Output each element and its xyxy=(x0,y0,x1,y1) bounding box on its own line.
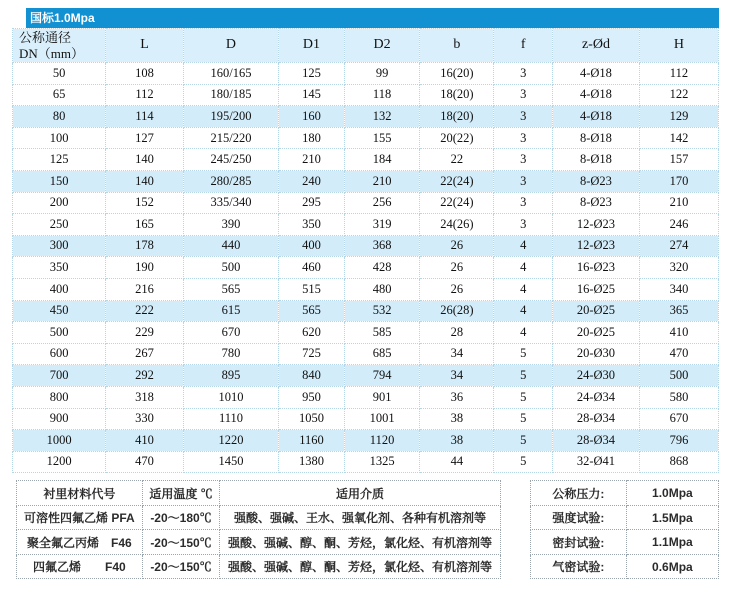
table-cell: 4 xyxy=(494,257,553,279)
pressure-value: 0.6Mpa xyxy=(626,554,718,579)
table-cell: 868 xyxy=(639,451,718,473)
table-cell: 12-Ø23 xyxy=(553,214,640,236)
table-cell: 16(20) xyxy=(420,63,494,85)
table-cell: 780 xyxy=(183,343,278,365)
pressure-table-body xyxy=(530,481,718,579)
column-header: b xyxy=(420,29,494,63)
table-cell: 26 xyxy=(420,278,494,300)
spec-table-header-row xyxy=(13,29,719,63)
table-cell: 250 xyxy=(13,214,106,236)
table-cell: 210 xyxy=(279,149,345,171)
table-cell: 125 xyxy=(13,149,106,171)
material-cell: 可溶性四氟乙烯 PFA xyxy=(17,505,143,530)
table-cell: 3 xyxy=(494,170,553,192)
material-row xyxy=(17,554,501,579)
table-cell: 1000 xyxy=(13,430,106,452)
table-cell: 8-Ø23 xyxy=(553,192,640,214)
table-cell: 3 xyxy=(494,192,553,214)
table-cell: 28 xyxy=(420,322,494,344)
material-cell: -20～150℃ xyxy=(142,530,219,555)
table-cell: 1010 xyxy=(183,386,278,408)
table-cell: 170 xyxy=(639,170,718,192)
table-cell: 1050 xyxy=(279,408,345,430)
pressure-row xyxy=(530,505,718,530)
table-row xyxy=(13,192,719,214)
table-cell: 1450 xyxy=(183,451,278,473)
column-header: D2 xyxy=(344,29,420,63)
material-column-header: 衬里材料代号 xyxy=(17,481,143,506)
table-cell: 18(20) xyxy=(420,106,494,128)
table-cell: 335/340 xyxy=(183,192,278,214)
material-table-header-row xyxy=(17,481,501,506)
table-cell: 4 xyxy=(494,300,553,322)
table-cell: 460 xyxy=(279,257,345,279)
table-cell: 165 xyxy=(106,214,184,236)
table-cell: 8-Ø18 xyxy=(553,127,640,149)
table-cell: 20-Ø25 xyxy=(553,322,640,344)
table-cell: 700 xyxy=(13,365,106,387)
pressure-value: 1.1Mpa xyxy=(626,530,718,555)
table-cell: 670 xyxy=(183,322,278,344)
table-cell: 840 xyxy=(279,365,345,387)
table-cell: 428 xyxy=(344,257,420,279)
table-cell: 28-Ø34 xyxy=(553,430,640,452)
table-cell: 157 xyxy=(639,149,718,171)
table-cell: 256 xyxy=(344,192,420,214)
table-cell: 150 xyxy=(13,170,106,192)
table-cell: 122 xyxy=(639,84,718,106)
column-header: D xyxy=(183,29,278,63)
table-cell: 180 xyxy=(279,127,345,149)
table-cell: 160/165 xyxy=(183,63,278,85)
table-cell: 600 xyxy=(13,343,106,365)
table-cell: 65 xyxy=(13,84,106,106)
pressure-row xyxy=(530,530,718,555)
table-cell: 140 xyxy=(106,170,184,192)
table-row xyxy=(13,84,719,106)
material-column-header: 适用温度 ℃ xyxy=(142,481,219,506)
table-cell: 100 xyxy=(13,127,106,149)
table-cell: 222 xyxy=(106,300,184,322)
pressure-label: 强度试验: xyxy=(530,505,626,530)
pressure-value: 1.0Mpa xyxy=(626,481,718,506)
table-cell: 5 xyxy=(494,365,553,387)
table-cell: 24-Ø30 xyxy=(553,365,640,387)
table-cell: 685 xyxy=(344,343,420,365)
table-cell: 3 xyxy=(494,63,553,85)
table-cell: 4 xyxy=(494,235,553,257)
table-cell: 292 xyxy=(106,365,184,387)
table-cell: 4 xyxy=(494,322,553,344)
table-cell: 400 xyxy=(13,278,106,300)
table-cell: 112 xyxy=(639,63,718,85)
table-cell: 16-Ø23 xyxy=(553,257,640,279)
table-row xyxy=(13,235,719,257)
table-cell: 160 xyxy=(279,106,345,128)
table-cell: 16-Ø25 xyxy=(553,278,640,300)
table-cell: 330 xyxy=(106,408,184,430)
material-cell: 聚全氟乙丙烯 F46 xyxy=(17,530,143,555)
table-row xyxy=(13,451,719,473)
table-cell: 127 xyxy=(106,127,184,149)
table-cell: 318 xyxy=(106,386,184,408)
table-cell: 532 xyxy=(344,300,420,322)
table-cell: 295 xyxy=(279,192,345,214)
column-header: H xyxy=(639,29,718,63)
dn-header-line2: DN（mm） xyxy=(19,45,85,61)
table-cell: 500 xyxy=(13,322,106,344)
table-cell: 152 xyxy=(106,192,184,214)
pressure-table xyxy=(530,480,719,579)
column-header: f xyxy=(494,29,553,63)
table-cell: 4 xyxy=(494,278,553,300)
material-row xyxy=(17,530,501,555)
table-cell: 4-Ø18 xyxy=(553,106,640,128)
table-cell: 620 xyxy=(279,322,345,344)
table-cell: 22(24) xyxy=(420,192,494,214)
table-cell: 155 xyxy=(344,127,420,149)
table-cell: 18(20) xyxy=(420,84,494,106)
table-cell: 180/185 xyxy=(183,84,278,106)
table-cell: 796 xyxy=(639,430,718,452)
column-header: z-Ød xyxy=(553,29,640,63)
table-cell: 1220 xyxy=(183,430,278,452)
table-cell: 900 xyxy=(13,408,106,430)
table-cell: 26(28) xyxy=(420,300,494,322)
table-cell: 1120 xyxy=(344,430,420,452)
material-table-body xyxy=(17,505,501,579)
table-cell: 390 xyxy=(183,214,278,236)
table-cell: 340 xyxy=(639,278,718,300)
table-cell: 274 xyxy=(639,235,718,257)
title-bar-label: 国标1.0Mpa xyxy=(30,11,95,25)
table-cell: 8-Ø18 xyxy=(553,149,640,171)
material-column-header: 适用介质 xyxy=(220,481,501,506)
table-cell: 142 xyxy=(639,127,718,149)
table-cell: 470 xyxy=(639,343,718,365)
material-table xyxy=(16,480,501,579)
table-cell: 410 xyxy=(106,430,184,452)
table-cell: 140 xyxy=(106,149,184,171)
table-cell: 5 xyxy=(494,430,553,452)
pressure-row xyxy=(530,554,718,579)
pressure-value: 1.5Mpa xyxy=(626,505,718,530)
table-cell: 480 xyxy=(344,278,420,300)
table-cell: 1001 xyxy=(344,408,420,430)
table-cell: 585 xyxy=(344,322,420,344)
material-cell: -20～180℃ xyxy=(142,505,219,530)
table-cell: 725 xyxy=(279,343,345,365)
table-row xyxy=(13,257,719,279)
table-cell: 615 xyxy=(183,300,278,322)
table-cell: 450 xyxy=(13,300,106,322)
table-cell: 3 xyxy=(494,127,553,149)
table-row xyxy=(13,63,719,85)
table-cell: 901 xyxy=(344,386,420,408)
title-bar xyxy=(26,8,719,28)
table-cell: 118 xyxy=(344,84,420,106)
table-cell: 1110 xyxy=(183,408,278,430)
table-row xyxy=(13,127,719,149)
table-cell: 20-Ø25 xyxy=(553,300,640,322)
pressure-label: 密封试验: xyxy=(530,530,626,555)
table-cell: 5 xyxy=(494,451,553,473)
table-cell: 22(24) xyxy=(420,170,494,192)
table-cell: 3 xyxy=(494,149,553,171)
table-cell: 178 xyxy=(106,235,184,257)
table-row xyxy=(13,430,719,452)
table-cell: 320 xyxy=(639,257,718,279)
table-cell: 114 xyxy=(106,106,184,128)
table-cell: 32-Ø41 xyxy=(553,451,640,473)
material-cell: 强酸、强碱、王水、强氧化剂、各种有机溶剂等 xyxy=(220,505,501,530)
table-cell: 267 xyxy=(106,343,184,365)
table-cell: 400 xyxy=(279,235,345,257)
table-cell: 229 xyxy=(106,322,184,344)
table-cell: 99 xyxy=(344,63,420,85)
table-cell: 26 xyxy=(420,257,494,279)
table-cell: 50 xyxy=(13,63,106,85)
material-cell: 强酸、强碱、醇、酮、芳烃，氯化烃、有机溶剂等 xyxy=(220,530,501,555)
table-cell: 350 xyxy=(279,214,345,236)
table-cell: 12-Ø23 xyxy=(553,235,640,257)
table-cell: 34 xyxy=(420,343,494,365)
column-header-dn xyxy=(13,29,106,63)
table-cell: 245/250 xyxy=(183,149,278,171)
spec-table xyxy=(12,28,719,473)
table-cell: 24(26) xyxy=(420,214,494,236)
table-cell: 565 xyxy=(183,278,278,300)
bottom-section xyxy=(16,480,719,579)
table-row xyxy=(13,408,719,430)
table-cell: 108 xyxy=(106,63,184,85)
table-cell: 20(22) xyxy=(420,127,494,149)
table-cell: 368 xyxy=(344,235,420,257)
dn-header-line1: 公称通径 xyxy=(19,29,72,45)
table-cell: 1380 xyxy=(279,451,345,473)
table-cell: 280/285 xyxy=(183,170,278,192)
table-cell: 319 xyxy=(344,214,420,236)
table-cell: 5 xyxy=(494,386,553,408)
table-cell: 1160 xyxy=(279,430,345,452)
table-cell: 365 xyxy=(639,300,718,322)
table-row xyxy=(13,343,719,365)
table-cell: 470 xyxy=(106,451,184,473)
table-cell: 350 xyxy=(13,257,106,279)
table-row xyxy=(13,214,719,236)
table-cell: 240 xyxy=(279,170,345,192)
table-cell: 24-Ø34 xyxy=(553,386,640,408)
table-cell: 580 xyxy=(639,386,718,408)
table-cell: 190 xyxy=(106,257,184,279)
table-cell: 8-Ø23 xyxy=(553,170,640,192)
material-row xyxy=(17,505,501,530)
table-cell: 184 xyxy=(344,149,420,171)
table-cell: 5 xyxy=(494,343,553,365)
table-cell: 26 xyxy=(420,235,494,257)
table-row xyxy=(13,149,719,171)
table-cell: 4-Ø18 xyxy=(553,63,640,85)
table-cell: 20-Ø30 xyxy=(553,343,640,365)
material-cell: -20～150℃ xyxy=(142,554,219,579)
table-cell: 3 xyxy=(494,214,553,236)
table-cell: 3 xyxy=(494,106,553,128)
column-header: D1 xyxy=(279,29,345,63)
table-cell: 210 xyxy=(344,170,420,192)
table-cell: 1200 xyxy=(13,451,106,473)
table-cell: 216 xyxy=(106,278,184,300)
table-cell: 38 xyxy=(420,430,494,452)
table-cell: 22 xyxy=(420,149,494,171)
table-cell: 132 xyxy=(344,106,420,128)
column-header: L xyxy=(106,29,184,63)
table-cell: 28-Ø34 xyxy=(553,408,640,430)
table-cell: 34 xyxy=(420,365,494,387)
table-cell: 215/220 xyxy=(183,127,278,149)
table-row xyxy=(13,106,719,128)
table-cell: 3 xyxy=(494,84,553,106)
table-cell: 195/200 xyxy=(183,106,278,128)
table-cell: 500 xyxy=(183,257,278,279)
material-cell: 四氟乙烯 F40 xyxy=(17,554,143,579)
table-cell: 4-Ø18 xyxy=(553,84,640,106)
table-cell: 125 xyxy=(279,63,345,85)
spec-sheet xyxy=(12,8,719,579)
table-cell: 112 xyxy=(106,84,184,106)
table-row xyxy=(13,386,719,408)
table-cell: 44 xyxy=(420,451,494,473)
table-cell: 36 xyxy=(420,386,494,408)
table-cell: 5 xyxy=(494,408,553,430)
table-cell: 670 xyxy=(639,408,718,430)
table-cell: 80 xyxy=(13,106,106,128)
table-row xyxy=(13,322,719,344)
pressure-label: 气密试验: xyxy=(530,554,626,579)
table-cell: 300 xyxy=(13,235,106,257)
table-cell: 145 xyxy=(279,84,345,106)
table-cell: 410 xyxy=(639,322,718,344)
spec-table-body xyxy=(13,63,719,473)
table-cell: 500 xyxy=(639,365,718,387)
table-cell: 38 xyxy=(420,408,494,430)
table-row xyxy=(13,170,719,192)
table-cell: 440 xyxy=(183,235,278,257)
table-cell: 565 xyxy=(279,300,345,322)
table-row xyxy=(13,300,719,322)
table-cell: 1325 xyxy=(344,451,420,473)
table-cell: 800 xyxy=(13,386,106,408)
table-cell: 950 xyxy=(279,386,345,408)
table-row xyxy=(13,278,719,300)
pressure-label: 公称压力: xyxy=(530,481,626,506)
table-cell: 895 xyxy=(183,365,278,387)
table-cell: 794 xyxy=(344,365,420,387)
table-cell: 515 xyxy=(279,278,345,300)
table-cell: 246 xyxy=(639,214,718,236)
table-cell: 210 xyxy=(639,192,718,214)
table-row xyxy=(13,365,719,387)
table-cell: 200 xyxy=(13,192,106,214)
pressure-row xyxy=(530,481,718,506)
table-cell: 129 xyxy=(639,106,718,128)
material-cell: 强酸、强碱、醇、酮、芳烃，氯化烃、有机溶剂等 xyxy=(220,554,501,579)
